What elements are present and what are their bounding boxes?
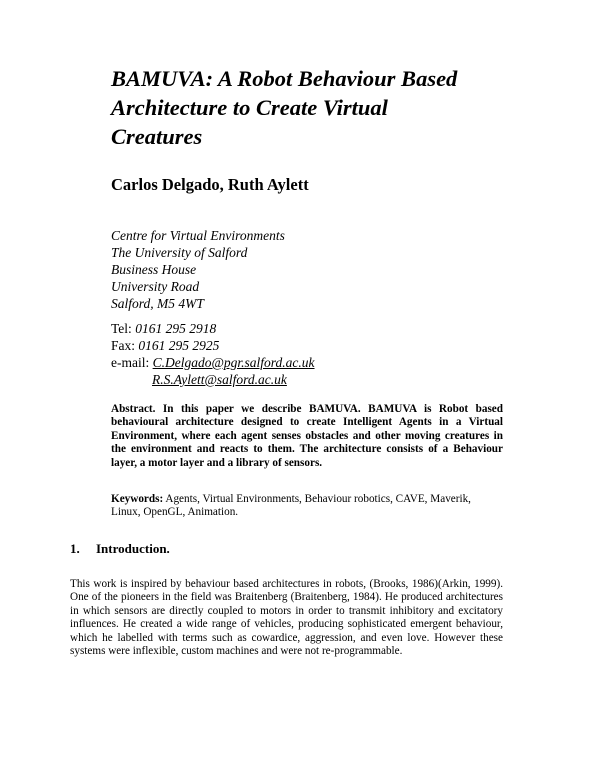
- affiliation-line: The University of Salford: [111, 245, 248, 260]
- section-number: 1.: [70, 541, 80, 556]
- title-line: BAMUVA: A Robot Behaviour Based: [111, 66, 458, 91]
- affiliation-line: Business House: [111, 262, 197, 277]
- fax-row: [111, 337, 315, 354]
- email-row-2: [111, 371, 315, 388]
- authors: Carlos Delgado, Ruth Aylett: [111, 175, 309, 194]
- contact-block: [111, 320, 315, 388]
- affiliation-line: University Road: [111, 279, 200, 294]
- affiliation-block: [111, 227, 285, 312]
- email-link-aylett[interactable]: R.S.Aylett@salford.ac.uk: [152, 372, 287, 387]
- email-link-delgado[interactable]: C.Delgado@pgr.salford.ac.uk: [152, 355, 315, 370]
- section-title: Introduction.: [96, 541, 170, 556]
- email-row: [111, 354, 315, 371]
- keywords-list: Agents, Virtual Environments, Behaviour robotics, CAVE, Maverik, Linux, OpenGL, Animation.: [111, 493, 471, 519]
- tel-label: Tel:: [111, 321, 136, 336]
- intro-paragraph: This work is inspired by behaviour based architectures in robots, (Brooks, 1986)(Arkin, 1999). One of the pioneers in the field was Braitenberg (Braitenberg, 1984). He produced architectures in which sensors are directly coupled to motors in order to transmit inhibitory and excitatory influences. He created a wide range of vehicles, producing sophisticated emergent behaviour, which he labelled with terms such as cowardice, aggression, and even love. However these systems were inflexible, custom machines and were not re-programmable.: [70, 578, 503, 658]
- keywords-label: Keywords:: [111, 493, 164, 505]
- title-line: Architecture to Create Virtual: [111, 95, 388, 120]
- tel-value: 0161 295 2918: [135, 321, 217, 336]
- fax-value: 0161 295 2925: [138, 338, 220, 353]
- email-label: e-mail:: [111, 355, 153, 370]
- title-line: Creatures: [111, 124, 203, 149]
- affiliation-line: Salford, M5 4WT: [111, 296, 204, 311]
- fax-label: Fax:: [111, 338, 139, 353]
- abstract: Abstract. In this paper we describe BAMUVA. BAMUVA is Robot based behavioural architecture designed to create Intelligent Agents in a Virtual Environment, where each agent senses obstacles and other moving creatures in the environment and reacts to them. The architecture consists of a Behaviour layer, a motor layer and a library of sensors.: [111, 403, 503, 469]
- keywords: [111, 493, 503, 520]
- affiliation-line: Centre for Virtual Environments: [111, 228, 285, 243]
- section-heading: [70, 541, 170, 557]
- paper-title: [111, 64, 531, 151]
- tel-row: [111, 320, 315, 337]
